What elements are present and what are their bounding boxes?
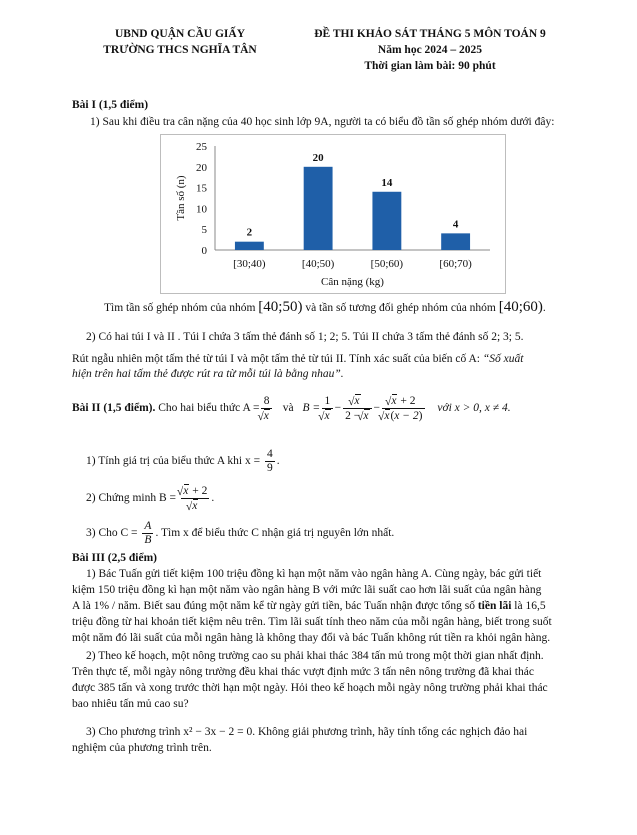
section-1-q2-line3: hiện trên hai tấm thẻ được rút ra từ mỗi túi là bằng nhau”. (72, 368, 344, 380)
q2-line2-text: Rút ngẫu nhiên một tấm thẻ từ túi I và một tấm thẻ từ túi II. Tính xác suất của biến cố A: (72, 353, 480, 365)
section-3-p1-l3: A là 1% / năm. Biết sau đúng một năm kể từ ngày gửi tiền, bác Tuấn nhận được tổng số tiền lãi là 16,5 (72, 600, 546, 612)
expr-b-term1: 1 √ x (322, 395, 332, 423)
section-3-p1-l4: triệu đồng từ hai khoản tiết kiệm nêu trên. Tìm lãi suất tính theo năm của mỗi ngân hàng, biết trong suốt (72, 616, 552, 628)
bar (235, 242, 264, 250)
section-2-intro: Bài II (1,5 điểm). Cho hai biểu thức A = 8 √ x và B = 1 √ x − √ $\frac{x}{2 - √ x}$ − √ x + 2 √ x(x − 2) với x > 0, x ≠ 4. (72, 394, 582, 428)
section-3-p1-l5: một năm đó lãi suất của mỗi ngân hàng là không thay đổi và bác Tuấn không rút tiền ra khỏi ngân hàng. (72, 632, 551, 644)
bar-value-label: 4 (452, 218, 459, 231)
and-word: và (282, 402, 294, 415)
expr-b-term3: √ x + 2 √ x(x − 2) (382, 394, 424, 423)
y-axis-label: Tần số (n) (175, 175, 187, 221)
y-tick-label: 15 (196, 182, 207, 195)
section-1-q2-line1: 2) Có hai túi I và II . Túi I chứa 3 tấm thẻ đánh số 1; 2; 5. Túi II chứa 3 tấm thẻ đánh số 2; 3; 5. (86, 331, 524, 343)
group-40-50: [40;50) (258, 299, 303, 315)
x-tick-label: [50;60) (370, 258, 404, 270)
section-3-p2-l1: 2) Theo kế hoạch, một nông trường cao su phải khai thác 384 tấn mủ trong một thời gian nhất định. (86, 650, 544, 662)
x-tick-label: [30;40) (233, 258, 266, 270)
exam-duration: Thời gian làm bài: 90 phút (364, 60, 496, 72)
section-3-p2-l2: Trên thực tế, mỗi ngày nông trường đều khai thác vượt định mức 3 tấn nên nông trường đã khai thác (72, 666, 534, 678)
section-3-p3-l2: nghiệm của phương trình trên. (72, 742, 212, 754)
section-2-intro-text: Cho hai biểu thức (158, 402, 241, 415)
section-2-q3: 3) Cho C = $\frac{A}{B}$ . Tìm x để biểu thức C nhận giá trị nguyên lớn nhất. (86, 520, 395, 546)
section-1-q2-line2 (72, 352, 582, 367)
expr-b-label: B = (302, 402, 321, 415)
section-3-p2-l3: được 385 tấn và xong trước thời hạn một ngày. Hỏi theo kế hoạch mỗi ngày nông trường phải khai thác (72, 682, 548, 694)
group-40-60: [40;60) (498, 299, 543, 315)
section-3-p3-l1: 3) Cho phương trình x² − 3x − 2 = 0. Không giải phương trình, hãy tính tổng các nghịch đảo hai (86, 726, 528, 738)
y-tick-label: 25 (196, 141, 207, 153)
section-2-title: Bài II (1,5 điểm). (72, 402, 156, 415)
school-name: TRƯỜNG THCS NGHĨA TÂN (103, 44, 257, 56)
section-1-q1-followup (104, 300, 614, 316)
bar-value-label: 2 (246, 226, 253, 239)
frequency-bar-chart (160, 134, 506, 294)
y-tick-label: 10 (196, 203, 207, 216)
bar (304, 167, 333, 250)
followup-text-a: Tìm tần số ghép nhóm của nhóm (104, 302, 256, 314)
y-tick-label: 20 (196, 161, 207, 174)
section-3-p1-l2: kiệm 150 triệu đồng kì hạn một năm vào ngân hàng B với mức lãi suất cao hơn lãi suất của ngân hàng (72, 584, 542, 596)
section-3-p2-l4: bao nhiêu tấn mủ cao su? (72, 698, 189, 710)
x-tick-label: [40;50) (301, 258, 335, 270)
x-tick-label: [60;70) (439, 258, 472, 270)
school-district: UBND QUẬN CẦU GIẤY (114, 28, 245, 40)
section-2-q2: 2) Chứng minh B = √ x + 2 √ x . (86, 484, 596, 513)
fraction-4-9: $\frac{4}{9}$ (267, 448, 273, 474)
exam-title: ĐỀ THI KHẢO SÁT THÁNG 5 MÔN TOÁN 9 (314, 28, 546, 40)
expr-c: $\frac{A}{B}$ (144, 520, 152, 546)
bar (441, 233, 470, 250)
followup-end: . (542, 302, 546, 314)
bar-value-label: 14 (381, 176, 393, 189)
expr-a: 8 √ x (261, 395, 271, 423)
expr-condition: với x > 0, x ≠ 4. (437, 402, 511, 415)
expr-a-label: A = (242, 402, 260, 415)
section-3-title: Bài III (2,5 điểm) (72, 552, 157, 564)
y-tick-label: 0 (201, 245, 207, 257)
interest-emphasis: tiền lãi (477, 600, 512, 612)
followup-text-b: và tần số tương đối ghép nhóm của nhóm (305, 302, 496, 314)
bar (372, 192, 401, 250)
section-1-title: Bài I (1,5 điểm) (72, 99, 149, 111)
school-year: Năm học 2024 – 2025 (377, 44, 483, 56)
section-2-q1: 1) Tính giá trị của biểu thức A khi x = $\frac{4}{9}$ . (86, 448, 280, 474)
y-tick-label: 5 (201, 224, 207, 237)
section-3-p1-l1: 1) Bác Tuấn gửi tiết kiệm 100 triệu đồng kì hạn một năm vào ngân hàng A. Cùng ngày, bác gửi tiết (86, 568, 542, 580)
bar-value-label: 20 (312, 151, 324, 164)
q2-line2-quote: “Số xuất (482, 353, 524, 365)
expr-b-simplified: √ x + 2 √ x (181, 484, 209, 513)
x-axis-label: Cân nặng (kg) (321, 276, 384, 288)
expr-b-term2: √ $\frac{x}{2 - √ x}$ (343, 394, 371, 423)
section-1-q1: 1) Sau khi điều tra cân nặng của 40 học sinh lớp 9A, người ta có biểu đồ tần số ghép nhóm dưới đây: (90, 116, 555, 128)
